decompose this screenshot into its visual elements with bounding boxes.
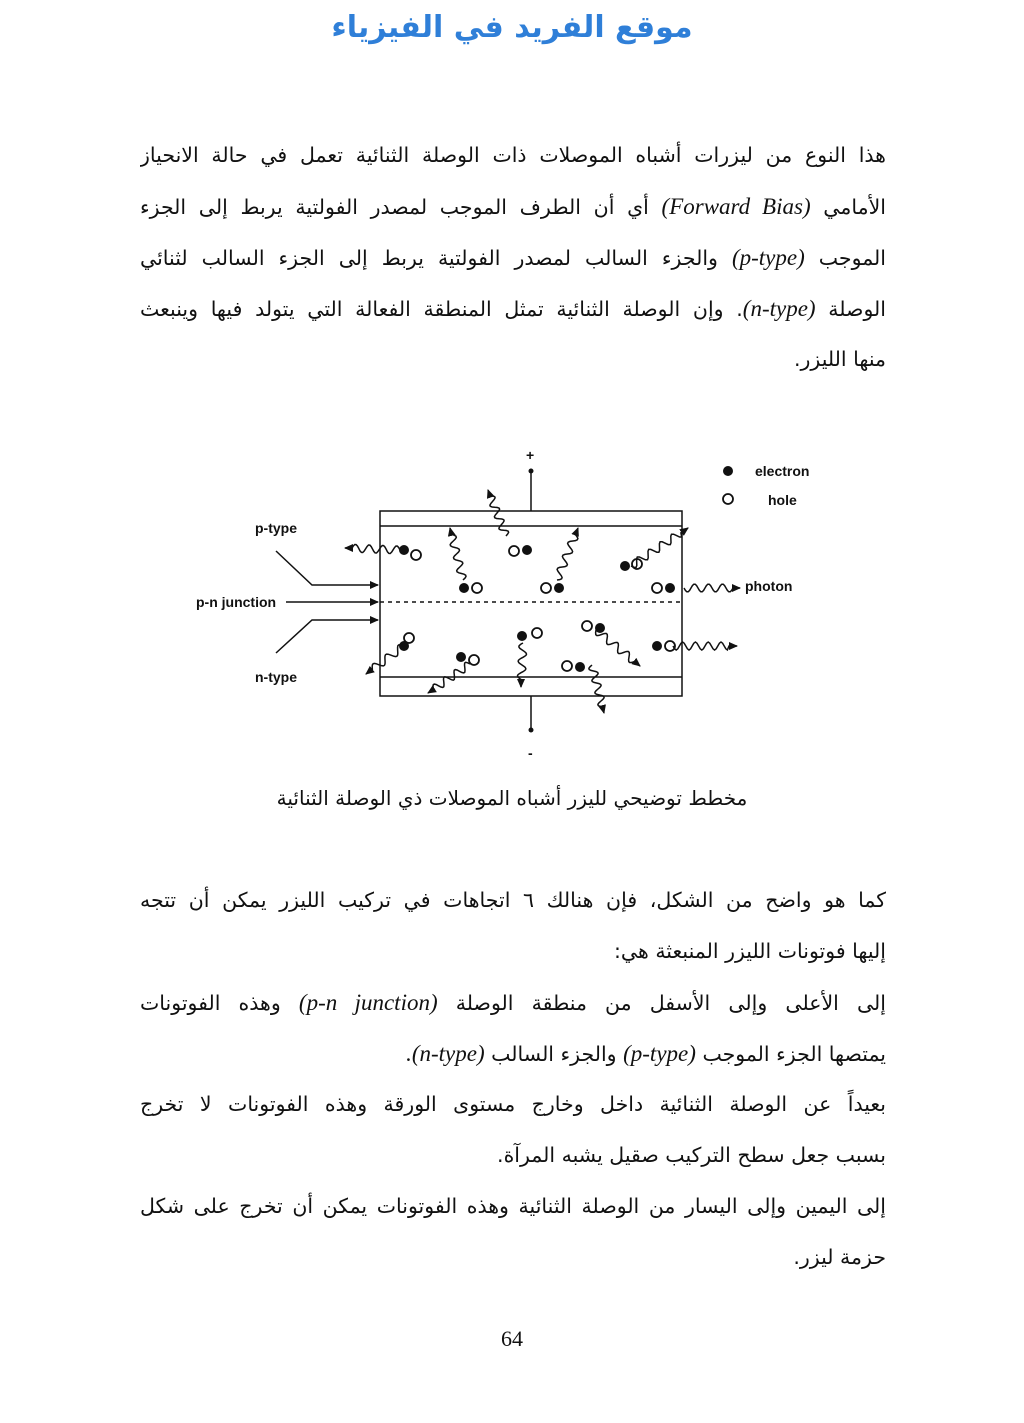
hole-dot [532,628,542,638]
electron-legend-icon [723,466,733,476]
text-run: إلى الأعلى وإلى الأسفل من منطقة الوصلة [455,991,886,1015]
text-line: إلى اليمين وإلى اليسار من الوصلة الثنائية وهذه الفوتونات يمكن أن تخرج على شكل [140,1194,886,1218]
text-run: يمتصها الجزء الموجب [702,1042,886,1066]
device-body [380,511,682,696]
text-line [140,181,886,232]
photon-wave [518,643,527,687]
latin-term: (p-type) [731,245,805,270]
text-line: حزمة ليزر. [793,1245,886,1269]
particle-group [399,545,675,672]
text-line [140,1028,886,1079]
electron-dot [456,652,466,662]
text-run: . وإن الوصلة الثنائية تمثل المنطقة الفعالة التي يتولد فيها وينبعث [140,297,743,321]
photon-wave [557,528,578,580]
site-title: موقع الفريد في الفيزياء [331,10,693,45]
hole-dot [541,583,551,593]
hole-dot [509,546,519,556]
text-line [140,283,886,334]
plus-terminal: + [526,447,535,463]
text-line: بسبب جعل سطح التركيب صقيل يشبه المرآة. [497,1143,886,1167]
hole-legend-label: hole [768,492,797,508]
electron-dot [517,631,527,641]
pn-junction-label: p-n junction [196,594,277,610]
text-line: بعيداً عن الوصلة الثنائية داخل وخارج مستوى الورقة وهذه الفوتونات لا تخرج [140,1092,886,1116]
electron-dot [522,545,532,555]
p-type-label: p-type [255,520,297,536]
page-number: 64 [501,1326,523,1351]
electron-dot [665,583,675,593]
text-run: والجزء السالب [491,1042,617,1066]
electron-legend-label: electron [755,463,810,479]
hole-dot [472,583,482,593]
electron-dot [575,662,585,672]
photon-wave [589,665,604,713]
text-line: كما هو واضح من الشكل، فإن هنالك ٦ اتجاهات في تركيب الليزر يمكن أن تتجه [140,888,886,912]
text-run: الوصلة [828,297,886,321]
terminal-dot [529,728,534,733]
latin-term: (p-n junction) [298,990,438,1015]
semiconductor-laser-diagram [0,440,1024,770]
photon-wave [345,545,400,554]
n-type-label: n-type [255,669,297,685]
text-line [140,977,886,1028]
n-type-arrow [276,620,378,653]
text-line: إليها فوتونات الليزر المنبعثة هي: [614,939,886,963]
text-run: وهذه الفوتونات [140,991,281,1015]
photon-wave [684,584,740,592]
electron-dot [554,583,564,593]
hole-dot [562,661,572,671]
electron-dot [459,583,469,593]
electron-dot [620,561,630,571]
text-run: الموجب [818,246,886,270]
figure-caption: مخطط توضيحي لليزر أشباه الموصلات ذي الوصلة الثنائية [276,786,748,810]
hole-dot [411,550,421,560]
hole-legend-icon [723,494,733,504]
hole-dot [582,621,592,631]
photon-wave [488,490,509,536]
photon-label: photon [745,578,793,594]
text-line: هذا النوع من ليزرات أشباه الموصلات ذات الوصلة الثنائية تعمل في حالة الانحياز [140,143,886,167]
latin-term: (n-type). [406,1041,485,1066]
text-line: منها الليزر. [793,347,886,371]
intro-paragraph [140,130,886,385]
hole-dot [652,583,662,593]
latin-term: (p-type) [623,1041,696,1066]
minus-terminal: - [528,745,533,761]
electron-dot [652,641,662,651]
latin-term: (n-type) [742,296,816,321]
photon-wave [366,645,404,674]
latin-term: (Forward Bias) [661,194,811,219]
text-run: الأمامي [823,195,886,219]
photon-wave [596,630,640,666]
text-run: أي أن الطرف الموجب لمصدر الفولتية يربط إلى الجزء [140,195,649,219]
text-line [140,232,886,283]
p-type-arrow [276,551,378,585]
text-run: والجزء السالب لمصدر الفولتية يربط إلى الجزء السالب لثنائي [140,246,718,270]
directions-paragraph [140,875,886,1283]
electron-dot [399,545,409,555]
photon-wave [450,528,466,580]
hole-dot [469,655,479,665]
